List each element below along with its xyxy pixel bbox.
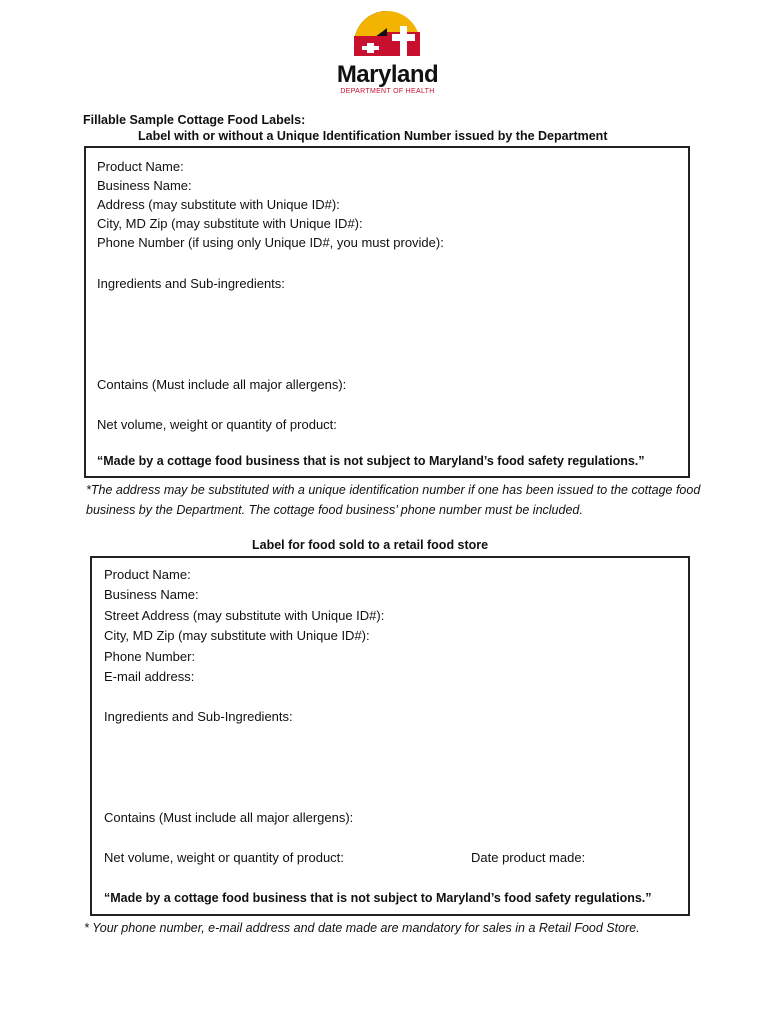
address-field[interactable]: Address (may substitute with Unique ID#): [97,197,340,212]
city-field[interactable]: City, MD Zip (may substitute with Unique ID#): [97,216,363,231]
maryland-health-logo [330,6,445,96]
retail-ingredients-field[interactable]: Ingredients and Sub-Ingredients: [104,709,293,724]
retail-phone-field[interactable]: Phone Number: [104,649,196,664]
allergens-field[interactable]: Contains (Must include all major allergens): [97,377,347,392]
net-quantity-field[interactable]: Net volume, weight or quantity of product: [97,417,337,432]
logo-wordmark: Maryland [336,61,439,88]
cottage-statement: “Made by a cottage food business that is not subject to Maryland’s food safety regulations.” [97,454,645,468]
retail-street-address-field[interactable]: Street Address (may substitute with Unique ID#): [104,608,385,623]
retail-label-heading: Label for food sold to a retail food store [252,538,489,552]
label-subtitle: Label with or without a Unique Identification Number issued by the Department [138,129,608,143]
retail-business-name-field[interactable]: Business Name: [104,587,199,602]
form-title: Fillable Sample Cottage Food Labels: [83,113,306,127]
label-box-retail [90,556,690,916]
retail-date-made-field[interactable]: Date product made: [471,850,586,865]
retail-cottage-statement: “Made by a cottage food business that is not subject to Maryland’s food safety regulations.” [104,891,652,905]
maryland-flag-icon [352,8,422,58]
logo-department: DEPARTMENT OF HEALTH [340,88,435,95]
retail-city-field[interactable]: City, MD Zip (may substitute with Unique ID#): [104,628,370,643]
product-name-field[interactable]: Product Name: [97,159,184,174]
ingredients-field[interactable]: Ingredients and Sub-ingredients: [97,276,285,291]
label-box-standard [84,146,690,478]
business-name-field[interactable]: Business Name: [97,178,192,193]
retail-email-field[interactable]: E-mail address: [104,669,195,684]
retail-footnote: * Your phone number, e-mail address and date made are mandatory for sales in a Retail Food Store. [84,921,640,935]
retail-allergens-field[interactable]: Contains (Must include all major allergens): [104,810,354,825]
retail-net-quantity-field[interactable]: Net volume, weight or quantity of product: [104,850,344,865]
address-footnote: *The address may be substituted with a unique identification number if one has been issued to the cottage food business by the Department. The cottage food business’ phone number must be included. [86,483,701,517]
phone-field[interactable]: Phone Number (if using only Unique ID#, you must provide): [97,235,444,250]
retail-product-name-field[interactable]: Product Name: [104,567,191,582]
